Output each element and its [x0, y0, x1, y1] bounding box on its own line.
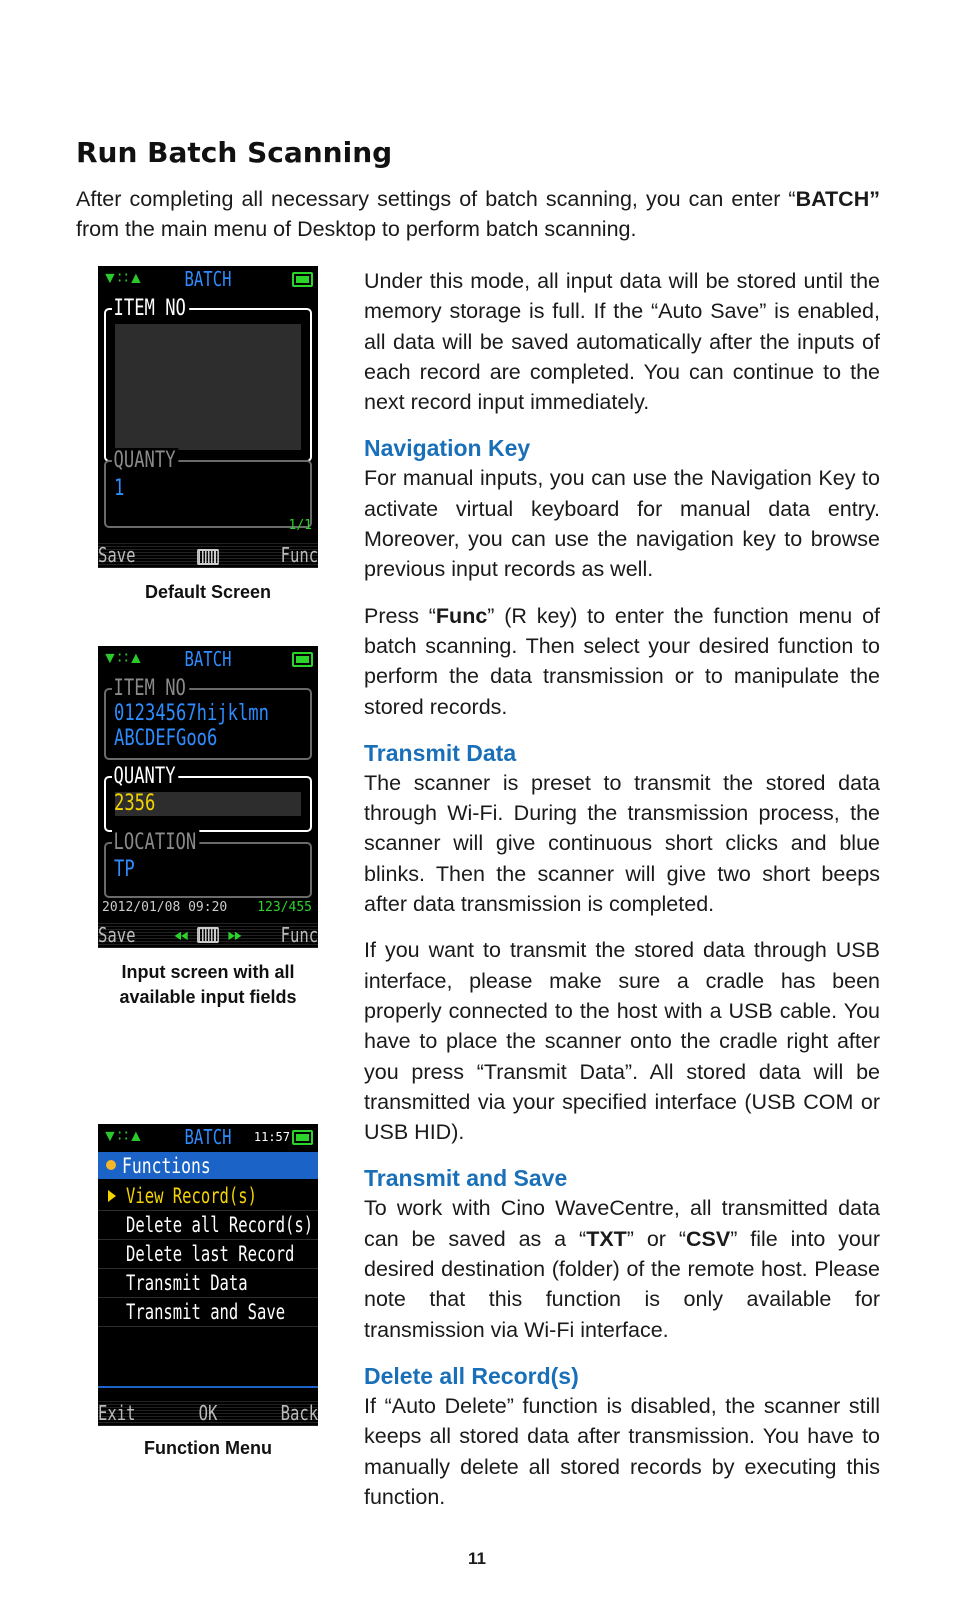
navigation-key-heading: Navigation Key	[364, 435, 531, 462]
quantity-label: QUANTY	[112, 448, 179, 474]
menu-item-view-records	[98, 1182, 318, 1211]
functions-header	[98, 1152, 318, 1179]
intro-paragraph	[76, 184, 880, 244]
transmit-data-heading: Transmit Data	[364, 739, 517, 766]
location-field	[104, 830, 312, 898]
input-screen-image	[98, 646, 318, 948]
screen-title: BATCH	[184, 267, 232, 291]
menu-item-label: Delete last Record	[126, 1242, 295, 1266]
input-caption-line2: available input fields	[119, 987, 297, 1007]
function-menu-image	[98, 1124, 318, 1426]
softkey-save: Save	[98, 543, 136, 567]
softkey-back: Back	[280, 1401, 318, 1425]
keyboard-softkey	[122, 543, 294, 567]
save-text-3: ” file into your desired destination (folder) of the remote host. Please note that this function is only available for transmission via Wi-Fi interface.	[364, 1226, 880, 1342]
screen-title: BATCH	[184, 1125, 232, 1149]
item-no-field	[104, 296, 312, 462]
location-value: TP	[114, 857, 135, 882]
prev-record-icon: ◀◀	[174, 927, 188, 943]
item-no-label: ITEM NO	[112, 296, 189, 322]
function-menu-caption: Function Menu	[144, 1438, 272, 1458]
default-screen-caption: Default Screen	[144, 582, 272, 602]
intro-text-after: from the main menu of Desktop to perform batch scanning.	[76, 217, 637, 241]
clock-time: 11:57	[253, 1130, 290, 1144]
status-bar	[98, 1124, 318, 1150]
usb-paragraph: If you want to transmit the stored data through USB interface, please make sure a cradle has been properly connected to the host with a USB cable. You have to place the scanner onto the cradle right after you press “Transmit Data”. All stored data will be transmitted via your specified interface (USB COM or USB HID).	[364, 938, 880, 1145]
keyboard-softkey	[122, 922, 294, 948]
quantity-value: 1	[114, 476, 125, 501]
item-no-label: ITEM NO	[112, 676, 189, 702]
menu-item-transmit-save	[98, 1298, 318, 1327]
selection-caret-icon	[108, 1190, 116, 1202]
battery-icon	[292, 652, 313, 667]
quantity-label: QUANTY	[112, 764, 179, 790]
body-column	[364, 266, 880, 1528]
softkey-bar	[98, 1400, 318, 1426]
menu-item-label: View Record(s)	[126, 1184, 257, 1208]
menu-item-transmit-data	[98, 1269, 318, 1298]
softkey-bar	[98, 922, 318, 948]
softkey-exit: Exit	[98, 1401, 136, 1425]
func-text-before: Press “	[364, 603, 436, 628]
next-record-icon: ▶▶	[228, 927, 242, 943]
functions-title: Functions	[122, 1154, 211, 1178]
delete-all-paragraph: If “Auto Delete” function is disabled, the scanner still keeps all stored data after transmission. You have to manually delete all stored records by executing this function.	[364, 1393, 880, 1509]
signal-icon: ▼∷▲	[102, 270, 144, 287]
quantity-field	[104, 448, 312, 528]
transmit-data-paragraph: The scanner is preset to transmit the stored data through Wi-Fi. During the transmission process, the scanner will give continuous short clicks and blue blinks. Then the scanner will give two short beeps after data transmission is completed.	[364, 770, 880, 917]
menu-item-label: Delete all Record(s)	[126, 1213, 314, 1237]
item-no-field	[104, 676, 312, 760]
battery-icon	[292, 272, 313, 287]
keyboard-icon	[197, 549, 219, 565]
menu-item-delete-all	[98, 1211, 318, 1240]
transmit-save-heading: Transmit and Save	[364, 1165, 568, 1192]
intro-text-before: After completing all necessary settings of batch scanning, you can enter “	[76, 187, 796, 211]
record-counter: 123/455	[257, 900, 312, 915]
intro-mode-paragraph: Under this mode, all input data will be stored until the memory storage is full. If the “Auto Save” is enabled, all data will be saved automatically after the inputs of each record are completed. You can continue to the next record input immediately.	[364, 269, 880, 415]
keyboard-icon	[197, 927, 219, 943]
save-bold-csv: CSV	[686, 1226, 731, 1251]
signal-icon: ▼∷▲	[102, 650, 144, 667]
softkey-func: Func	[280, 543, 318, 567]
softkey-divider	[98, 1386, 318, 1388]
menu-item-delete-last	[98, 1240, 318, 1269]
page-title: Run Batch Scanning	[76, 136, 393, 169]
location-label: LOCATION	[112, 830, 199, 856]
softkey-bar	[98, 542, 318, 568]
navigation-key-paragraph: For manual inputs, you can use the Navigation Key to activate virtual keyboard for manual data entry. Moreover, you can use the navigation key to browse previous input records as well.	[364, 466, 880, 582]
signal-icon: ▼∷▲	[102, 1128, 144, 1145]
save-bold-txt: TXT	[586, 1226, 627, 1251]
softkey-ok: OK	[198, 1401, 218, 1425]
page-number: 11	[468, 1549, 486, 1568]
quantity-field	[104, 764, 312, 832]
delete-all-heading: Delete all Record(s)	[364, 1362, 579, 1389]
screen-title: BATCH	[184, 647, 232, 671]
func-paragraph	[364, 601, 880, 722]
item-no-input-area	[115, 324, 301, 450]
default-screen-image	[98, 266, 318, 568]
save-text-1: To work with Cino WaveCentre, all transmitted data can be saved as a “	[364, 1196, 880, 1251]
record-counter: 1/1	[288, 518, 312, 533]
intro-bold-batch: BATCH”	[795, 187, 880, 211]
input-screen-caption	[98, 960, 318, 1010]
input-caption-line1: Input screen with all	[121, 962, 295, 982]
softkey-func: Func	[280, 923, 318, 947]
item-no-value-line1: 01234567hijklmn	[114, 701, 269, 726]
battery-icon	[292, 1130, 313, 1145]
func-bold: Func	[435, 603, 488, 628]
item-no-value-line2: ABCDEFGoo6	[114, 726, 218, 751]
quantity-value: 2356	[114, 791, 156, 816]
status-bar	[98, 266, 318, 292]
transmit-save-paragraph	[364, 1193, 880, 1344]
status-bar	[98, 646, 318, 672]
menu-item-label: Transmit Data	[126, 1271, 248, 1295]
functions-icon	[106, 1160, 116, 1170]
softkey-save: Save	[98, 923, 136, 947]
menu-item-label: Transmit and Save	[126, 1300, 286, 1324]
record-datetime: 2012/01/08 09:20	[102, 900, 228, 915]
func-text-after: ” (R key) to enter the function menu of batch scanning. Then select your desired function to perform the data transmission or to manipulate the stored records.	[364, 603, 880, 719]
save-text-2: ” or “	[626, 1226, 686, 1251]
